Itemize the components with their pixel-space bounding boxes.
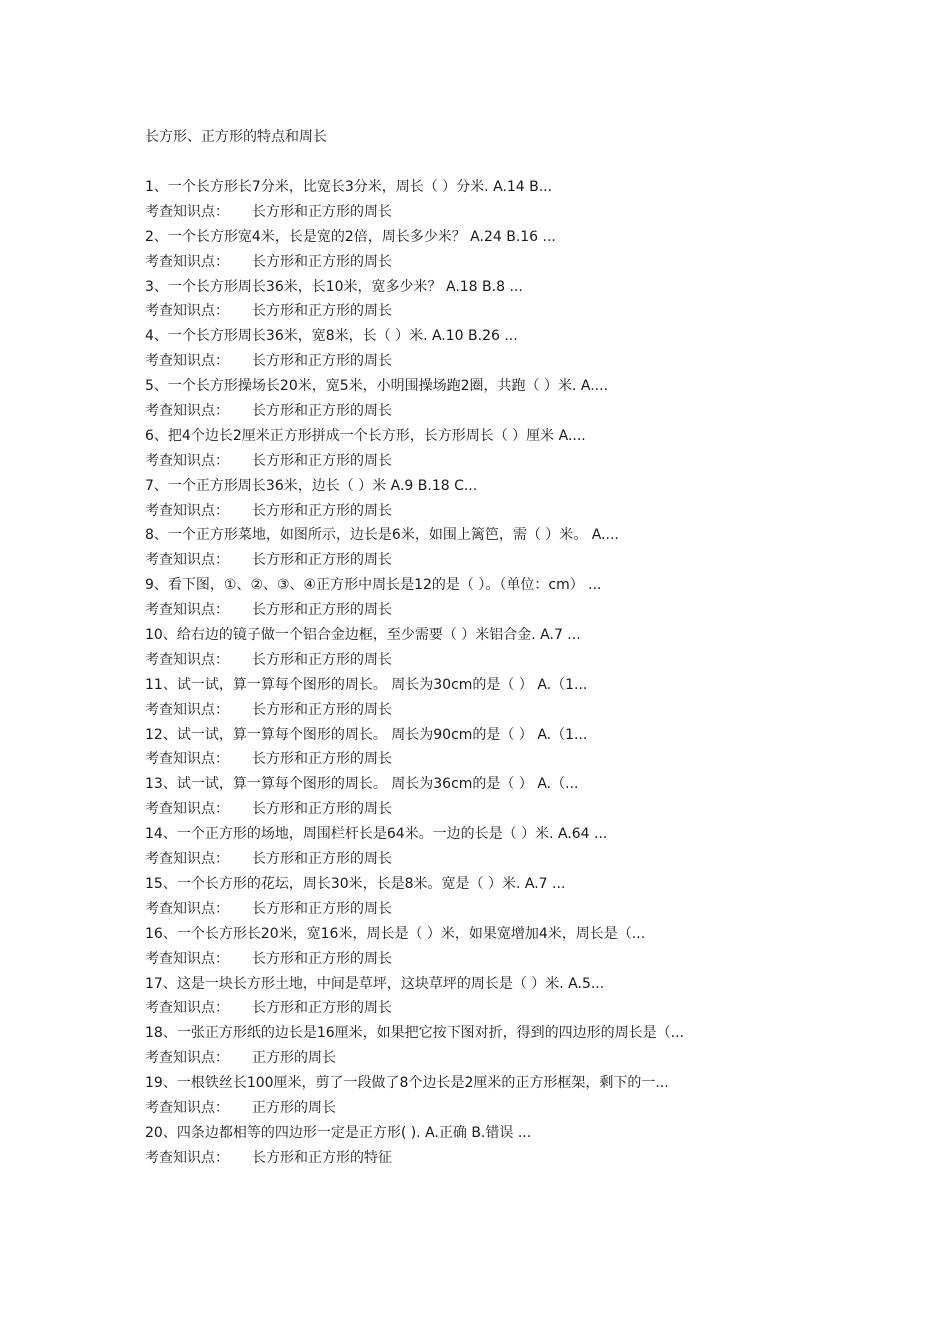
question-text: 16、一个长方形长20米，宽16米，周长是（ ）米，如果宽增加4米，周长是（... bbox=[145, 925, 646, 942]
knowledge-point-value: 长方形和正方形的周长 bbox=[252, 353, 392, 370]
question-text: 13、试一试，算一算每个图形的周长。 周长为36cm的是（ ） A.（... bbox=[145, 776, 579, 793]
knowledge-point-label: 考查知识点： bbox=[145, 602, 229, 619]
knowledge-point-label: 考查知识点： bbox=[145, 651, 229, 668]
question-text: 14、一个正方形的场地，周围栏杆长是64米。一边的长是（ ）米. A.64 ... bbox=[145, 826, 608, 843]
knowledge-point-label: 考查知识点： bbox=[145, 203, 229, 220]
knowledge-point-value: 长方形和正方形的周长 bbox=[252, 900, 392, 917]
question-text: 6、把4个边长2厘米正方形拼成一个长方形，长方形周长（ ）厘米 A.... bbox=[145, 427, 586, 444]
question-text: 11、试一试，算一算每个图形的周长。 周长为30cm的是（ ） A.（1... bbox=[145, 676, 588, 693]
knowledge-point-row bbox=[145, 200, 845, 225]
question-text: 9、看下图，①、②、③、④正方形中周长是12的是（ ）。（单位：cm） ... bbox=[145, 577, 602, 594]
question-text: 10、给右边的镜子做一个铝合金边框，至少需要（ ）米铝合金. A.7 ... bbox=[145, 627, 581, 644]
knowledge-point-value: 长方形和正方形的周长 bbox=[252, 950, 392, 967]
knowledge-point-row bbox=[145, 1146, 845, 1171]
question-text: 17、这是一块长方形土地，中间是草坪，这块草坪的周长是（ ）米. A.5... bbox=[145, 975, 605, 992]
knowledge-point-value: 长方形和正方形的周长 bbox=[252, 303, 392, 320]
question-text: 20、四条边都相等的四边形一定是正方形( ). A.正确 B.错误 ... bbox=[145, 1124, 532, 1141]
knowledge-point-value: 长方形和正方形的周长 bbox=[252, 851, 392, 868]
knowledge-point-label: 考查知识点： bbox=[145, 353, 229, 370]
knowledge-point-label: 考查知识点： bbox=[145, 751, 229, 768]
knowledge-point-value: 长方形和正方形的周长 bbox=[252, 751, 392, 768]
knowledge-point-value: 长方形和正方形的周长 bbox=[252, 602, 392, 619]
knowledge-point-value: 长方形和正方形的周长 bbox=[252, 701, 392, 718]
knowledge-point-value: 正方形的周长 bbox=[252, 1050, 336, 1067]
question-text: 1、一个长方形长7分米，比宽长3分米，周长（ ）分米. A.14 B... bbox=[145, 179, 553, 195]
question-text: 15、一个长方形的花坛，周长30米，长是8米。宽是（ ）米. A.7 ... bbox=[145, 875, 566, 892]
knowledge-point-label: 考查知识点： bbox=[145, 701, 229, 718]
knowledge-point-label: 考查知识点： bbox=[145, 1149, 229, 1166]
knowledge-point-value: 长方形和正方形的周长 bbox=[252, 502, 392, 519]
question-text: 3、一个长方形周长36米，长10米，宽多少米？ A.18 B.8 ... bbox=[145, 278, 523, 295]
knowledge-point-row bbox=[145, 399, 845, 424]
knowledge-point-row bbox=[145, 598, 845, 623]
knowledge-point-value: 长方形和正方形的周长 bbox=[252, 253, 392, 270]
knowledge-point-label: 考查知识点： bbox=[145, 253, 229, 270]
knowledge-point-row bbox=[145, 747, 845, 772]
knowledge-point-label: 考查知识点： bbox=[145, 1099, 229, 1116]
knowledge-point-value: 长方形和正方形的周长 bbox=[252, 403, 392, 420]
knowledge-point-value: 正方形的周长 bbox=[252, 1099, 336, 1116]
knowledge-point-value: 长方形和正方形的周长 bbox=[252, 1000, 392, 1017]
knowledge-point-value: 长方形和正方形的周长 bbox=[252, 552, 392, 569]
knowledge-point-row bbox=[145, 499, 845, 524]
document-title: 长方形、正方形的特点和周长 bbox=[145, 129, 327, 145]
knowledge-point-value: 长方形和正方形的周长 bbox=[252, 203, 392, 220]
knowledge-point-row bbox=[145, 996, 845, 1021]
question-text: 12、试一试，算一算每个图形的周长。 周长为90cm的是（ ） A.（1... bbox=[145, 726, 588, 743]
knowledge-point-label: 考查知识点： bbox=[145, 552, 229, 569]
knowledge-point-value: 长方形和正方形的特征 bbox=[252, 1149, 392, 1166]
knowledge-point-label: 考查知识点： bbox=[145, 403, 229, 420]
question-text: 5、一个长方形操场长20米，宽5米，小明围操场跑2圈，共跑（ ）米. A.... bbox=[145, 378, 609, 395]
question-list bbox=[145, 175, 845, 1171]
knowledge-point-value: 长方形和正方形的周长 bbox=[252, 801, 392, 818]
knowledge-point-row bbox=[145, 797, 845, 822]
knowledge-point-value: 长方形和正方形的周长 bbox=[252, 452, 392, 469]
knowledge-point-label: 考查知识点： bbox=[145, 303, 229, 320]
knowledge-point-label: 考查知识点： bbox=[145, 1050, 229, 1067]
knowledge-point-row bbox=[145, 1096, 845, 1121]
knowledge-point-label: 考查知识点： bbox=[145, 851, 229, 868]
question-text: 7、一个正方形周长36米，边长（ ）米 A.9 B.18 C... bbox=[145, 477, 478, 494]
knowledge-point-row bbox=[145, 698, 845, 723]
knowledge-point-label: 考查知识点： bbox=[145, 452, 229, 469]
knowledge-point-label: 考查知识点： bbox=[145, 900, 229, 917]
knowledge-point-row bbox=[145, 449, 845, 474]
knowledge-point-row bbox=[145, 897, 845, 922]
knowledge-point-row bbox=[145, 1046, 845, 1071]
knowledge-point-row bbox=[145, 947, 845, 972]
knowledge-point-row bbox=[145, 648, 845, 673]
knowledge-point-label: 考查知识点： bbox=[145, 801, 229, 818]
knowledge-point-row bbox=[145, 548, 845, 573]
knowledge-point-label: 考查知识点： bbox=[145, 950, 229, 967]
question-text: 8、一个正方形菜地，如图所示，边长是6米，如围上篱笆，需（ ）米。 A.... bbox=[145, 527, 619, 544]
knowledge-point-value: 长方形和正方形的周长 bbox=[252, 651, 392, 668]
knowledge-point-row bbox=[145, 847, 845, 872]
question-text: 4、一个长方形周长36米，宽8米，长（ ）米. A.10 B.26 ... bbox=[145, 328, 518, 345]
knowledge-point-label: 考查知识点： bbox=[145, 1000, 229, 1017]
knowledge-point-label: 考查知识点： bbox=[145, 502, 229, 519]
question-text: 2、一个长方形宽4米，长是宽的2倍，周长多少米？ A.24 B.16 ... bbox=[145, 228, 556, 245]
knowledge-point-row bbox=[145, 349, 845, 374]
knowledge-point-row bbox=[145, 250, 845, 275]
question-text: 18、一张正方形纸的边长是16厘米，如果把它按下图对折，得到的四边形的周长是（... bbox=[145, 1025, 684, 1042]
knowledge-point-row bbox=[145, 299, 845, 324]
question-text: 19、一根铁丝长100厘米，剪了一段做了8个边长是2厘米的正方形框架，剩下的一... bbox=[145, 1075, 669, 1092]
